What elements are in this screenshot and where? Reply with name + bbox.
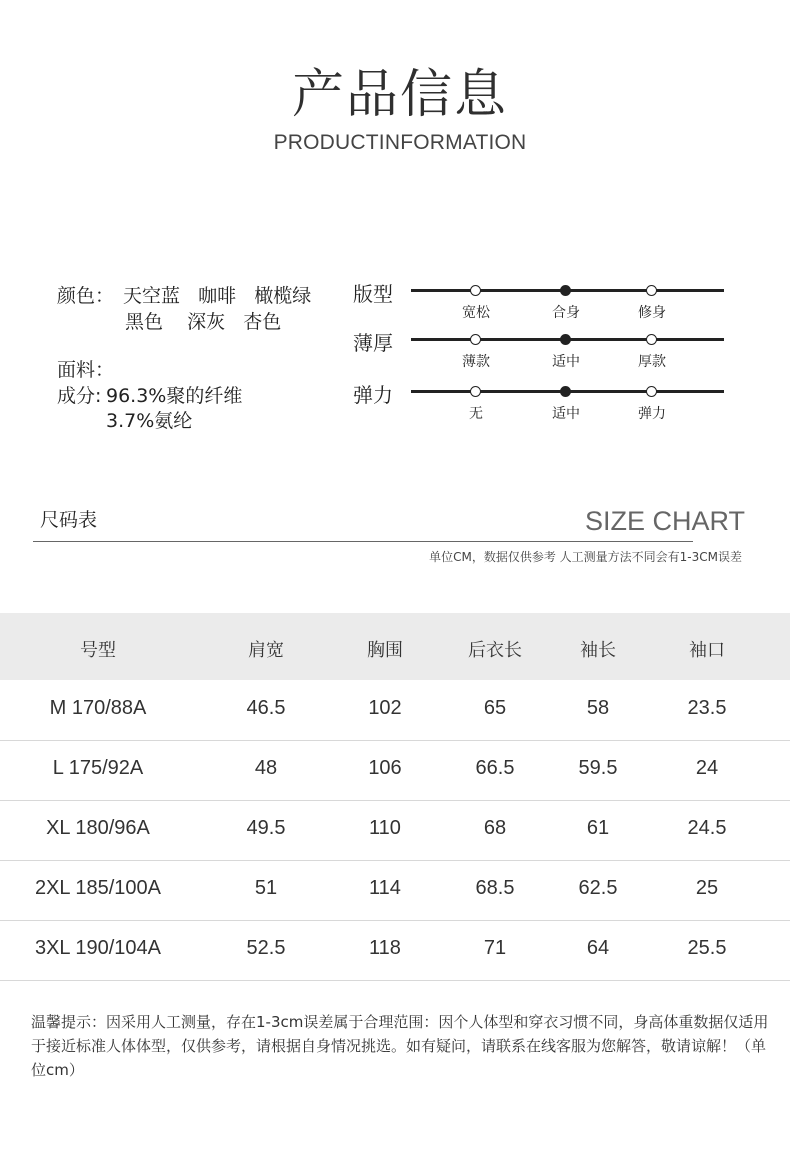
size-cell: L 175/92A [52,757,144,779]
measurement-cell: 46.5 [246,697,286,719]
table-row [0,920,790,981]
measurement-cell: 68 [483,817,507,839]
measurement-cell: 49.5 [246,817,286,839]
size-table-header [0,613,790,680]
measurement-cell: 71 [483,937,507,959]
scale-label: 版型 [353,282,393,306]
scale-dot-selected [560,386,571,397]
scale-tick-label: 适中 [552,406,580,422]
size-chart-title-en: SIZE CHART [584,506,745,536]
measurement-cell: 65 [483,697,507,719]
column-header: 袖口 [689,640,725,661]
section-divider [33,541,693,542]
size-cell: 3XL 190/104A [34,937,162,959]
scale-label: 弹力 [353,383,393,407]
column-header: 袖长 [580,640,616,661]
page-subtitle: PRODUCTINFORMATION [273,131,527,154]
measurement-cell: 59.5 [578,757,618,779]
column-header: 后衣长 [468,640,522,661]
measurement-cell: 102 [368,697,402,719]
scale-tick-label: 适中 [552,354,580,370]
scale-dot [470,386,481,397]
scale-dot [646,334,657,345]
tip-text: 温馨提示：因采用人工测量，存在1-3cm误差属于合理范围：因个人体型和穿衣习惯不同，身高体重数据仅适用于接近标准人体体型，仅供参考，请根据自身情况挑选。如有疑问，请联系在线客服为您解答，敬请谅解！（单位cm） [31,1013,769,1079]
color-list-line-1: 天空蓝 咖啡 橄榄绿 [123,285,312,307]
fabric-label: 面料： [57,359,115,381]
measurement-cell: 62.5 [578,877,618,899]
size-cell: XL 180/96A [46,817,150,839]
measurement-cell: 58 [586,697,610,719]
measurement-cell: 23.5 [687,697,727,719]
scale-dot [470,285,481,296]
measurement-cell: 68.5 [475,877,515,899]
table-row [0,740,790,801]
measurement-cell: 25 [695,877,719,899]
scale-dot-selected [560,334,571,345]
table-row [0,860,790,921]
measurement-cell: 110 [369,817,401,839]
scale-tick-label: 合身 [552,305,580,321]
scale-dot [646,285,657,296]
scale-dot [646,386,657,397]
scale-dot-selected [560,285,571,296]
scale-tick-label: 厚款 [638,354,666,370]
color-label: 颜色： [57,285,115,307]
size-cell: 2XL 185/100A [34,877,162,899]
measurement-cell: 118 [369,937,401,959]
measurement-cell: 64 [586,937,610,959]
measurement-cell: 24.5 [687,817,727,839]
measurement-cell: 61 [586,817,610,839]
column-header: 胸围 [367,640,403,661]
size-cell: M 170/88A [49,697,147,719]
column-header: 肩宽 [248,640,284,661]
color-list-line-2: 黑色 深灰 杏色 [125,311,282,333]
scale-tick-label: 薄款 [462,354,490,370]
composition-label: 成分: [57,385,102,407]
composition-line-2: 3.7%氨纶 [106,410,193,432]
page-title: 产品信息 [291,65,508,125]
column-header: 号型 [80,640,116,661]
scale-dot [470,334,481,345]
measurement-cell: 25.5 [687,937,727,959]
table-row [0,680,790,741]
scale-label: 薄厚 [353,331,393,355]
measurement-cell: 66.5 [475,757,515,779]
measurement-cell: 48 [254,757,278,779]
measurement-cell: 106 [368,757,402,779]
measurement-cell: 52.5 [246,937,286,959]
scale-tick-label: 弹力 [638,406,666,422]
measurement-cell: 114 [369,877,401,899]
scale-tick-label: 宽松 [462,305,490,321]
size-chart-title: 尺码表 [40,509,98,531]
scale-tick-label: 修身 [638,305,666,321]
measurement-cell: 24 [695,757,719,779]
scale-tick-label: 无 [469,406,483,422]
table-row [0,800,790,861]
composition-line-1: 96.3%聚的纤维 [106,385,243,407]
measurement-cell: 51 [254,877,278,899]
size-chart-note: 单位CM，数据仅供参考 人工测量方法不同会有1-3CM误差 [429,550,742,564]
